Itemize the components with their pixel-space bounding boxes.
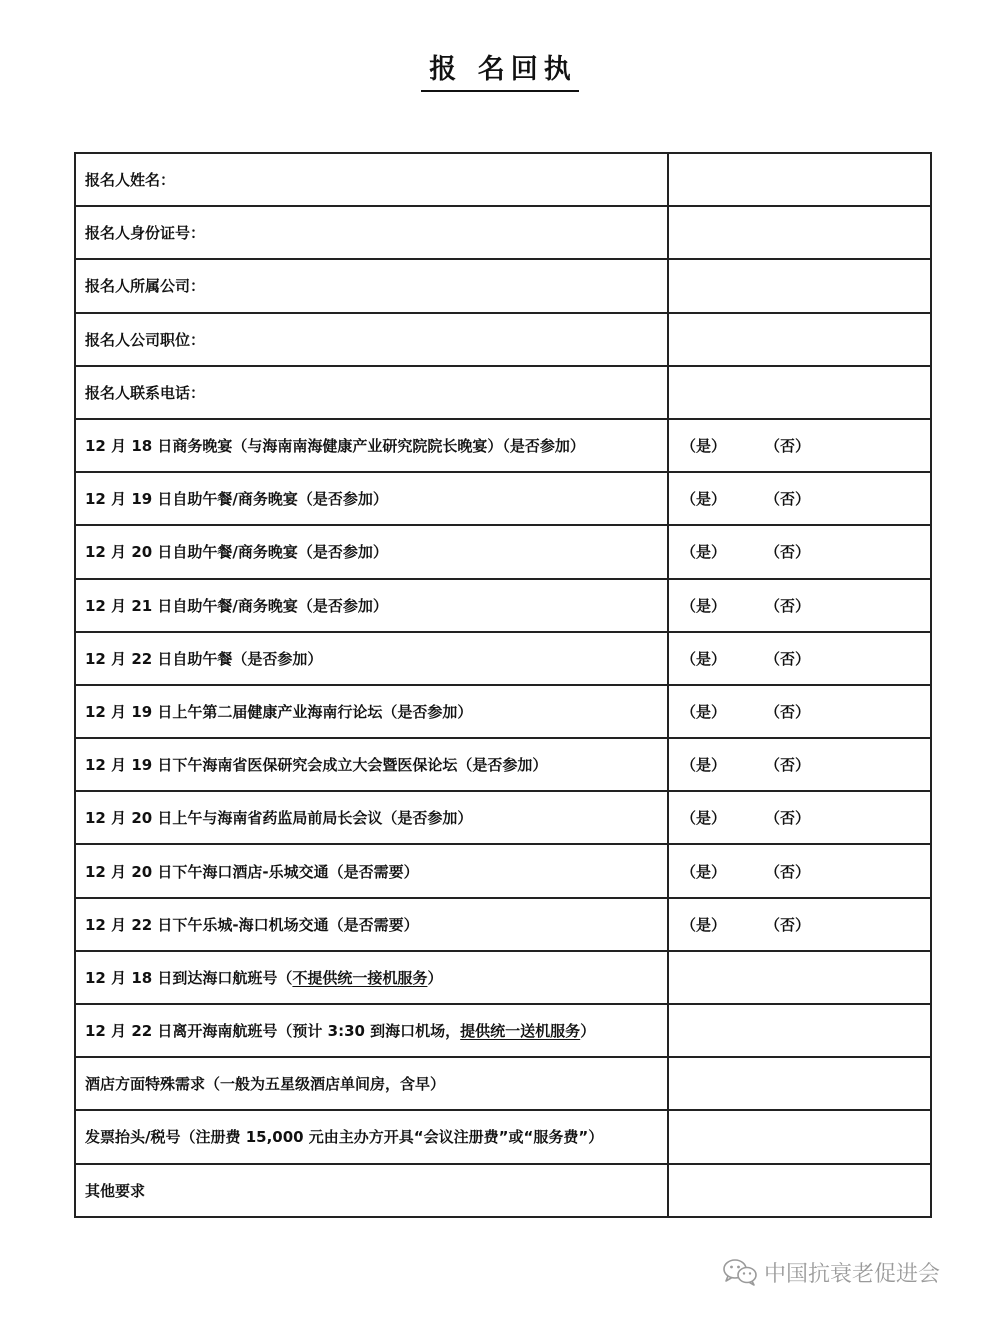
- table-row: [75, 259, 931, 312]
- field-label-name: 报名人姓名：: [75, 153, 668, 206]
- option-yes[interactable]: （是）: [681, 915, 727, 934]
- event-label-dec22-transport: 12 月 22 日下午乐城-海口机场交通（是否需要）: [75, 898, 668, 951]
- field-label-invoice: 发票抬头/税号（注册费 15,000 元由主办方开具“会议注册费”或“服务费”）: [75, 1110, 668, 1163]
- option-yes[interactable]: （是）: [681, 490, 727, 509]
- field-input-hotel-needs[interactable]: [668, 1057, 931, 1110]
- option-no[interactable]: （否）: [765, 809, 811, 828]
- table-row: [75, 685, 931, 738]
- label-underlined-note: 不提供统一接机服务: [292, 968, 428, 987]
- option-yes[interactable]: （是）: [681, 649, 727, 668]
- field-label-departure-flight: [75, 1004, 668, 1057]
- table-row: [75, 472, 931, 525]
- table-row: [75, 206, 931, 259]
- option-no[interactable]: （否）: [765, 702, 811, 721]
- event-choice-dec19-medical-forum: [668, 738, 931, 791]
- event-label-dec19-meals: 12 月 19 日自助午餐/商务晚宴（是否参加）: [75, 472, 668, 525]
- event-choice-dec19-forum: [668, 685, 931, 738]
- table-row: [75, 791, 931, 844]
- option-no[interactable]: （否）: [765, 862, 811, 881]
- option-yes[interactable]: （是）: [681, 862, 727, 881]
- field-input-position[interactable]: [668, 313, 931, 366]
- form-title-text: 报 名回执: [421, 52, 578, 92]
- option-yes[interactable]: （是）: [681, 809, 727, 828]
- event-choice-dec20-meals: [668, 525, 931, 578]
- event-label-dec19-forum: 12 月 19 日上午第二届健康产业海南行论坛（是否参加）: [75, 685, 668, 738]
- option-no[interactable]: （否）: [765, 437, 811, 456]
- event-choice-dec20-meeting: [668, 791, 931, 844]
- event-label-dec18-dinner: 12 月 18 日商务晚宴（与海南南海健康产业研究院院长晚宴）（是否参加）: [75, 419, 668, 472]
- event-label-dec20-meeting: 12 月 20 日上午与海南省药监局前局长会议（是否参加）: [75, 791, 668, 844]
- field-input-departure-flight[interactable]: [668, 1004, 931, 1057]
- event-choice-dec18-dinner: [668, 419, 931, 472]
- form-title: [0, 52, 1000, 92]
- option-no[interactable]: （否）: [765, 543, 811, 562]
- event-choice-dec21-meals: [668, 579, 931, 632]
- field-input-company[interactable]: [668, 259, 931, 312]
- table-row: [75, 313, 931, 366]
- option-yes[interactable]: （是）: [681, 543, 727, 562]
- table-row: [75, 951, 931, 1004]
- field-label-company: 报名人所属公司：: [75, 259, 668, 312]
- table-row: [75, 1110, 931, 1163]
- field-input-name[interactable]: [668, 153, 931, 206]
- field-input-id-number[interactable]: [668, 206, 931, 259]
- table-row: [75, 844, 931, 897]
- option-no[interactable]: （否）: [765, 490, 811, 509]
- table-row: [75, 738, 931, 791]
- option-yes[interactable]: （是）: [681, 702, 727, 721]
- option-no[interactable]: （否）: [765, 915, 811, 934]
- event-label-dec19-medical-forum: 12 月 19 日下午海南省医保研究会成立大会暨医保论坛（是否参加）: [75, 738, 668, 791]
- watermark: [722, 1256, 940, 1288]
- field-label-arrival-flight: [75, 951, 668, 1004]
- table-row: [75, 1004, 931, 1057]
- field-label-phone: 报名人联系电话：: [75, 366, 668, 419]
- event-choice-dec22-lunch: [668, 632, 931, 685]
- wechat-icon: [722, 1258, 758, 1286]
- table-row: [75, 153, 931, 206]
- label-text: ）: [427, 968, 443, 987]
- table-row: [75, 419, 931, 472]
- label-text: 12 月 18 日到达海口航班号（: [85, 968, 293, 987]
- table-row: [75, 1057, 931, 1110]
- option-yes[interactable]: （是）: [681, 756, 727, 775]
- label-underlined-note: 提供统一送机服务: [460, 1022, 581, 1041]
- table-row: [75, 632, 931, 685]
- event-label-dec20-transport: 12 月 20 日下午海口酒店-乐城交通（是否需要）: [75, 844, 668, 897]
- table-row: [75, 579, 931, 632]
- label-text: 12 月 22 日离开海南航班号（预计 3:30 到海口机场，: [85, 1022, 461, 1041]
- table-row: [75, 525, 931, 578]
- field-input-arrival-flight[interactable]: [668, 951, 931, 1004]
- field-label-hotel-needs: 酒店方面特殊需求（一般为五星级酒店单间房，含早）: [75, 1057, 668, 1110]
- event-choice-dec22-transport: [668, 898, 931, 951]
- event-label-dec20-meals: 12 月 20 日自助午餐/商务晚宴（是否参加）: [75, 525, 668, 578]
- label-text: ）: [580, 1022, 596, 1041]
- event-label-dec22-lunch: 12 月 22 日自助午餐（是否参加）: [75, 632, 668, 685]
- field-label-id-number: 报名人身份证号：: [75, 206, 668, 259]
- table-row: [75, 898, 931, 951]
- field-label-position: 报名人公司职位：: [75, 313, 668, 366]
- field-label-other: 其他要求: [75, 1164, 668, 1217]
- watermark-text: 中国抗衰老促进会: [764, 1261, 941, 1287]
- field-input-invoice[interactable]: [668, 1110, 931, 1163]
- event-choice-dec19-meals: [668, 472, 931, 525]
- option-no[interactable]: （否）: [765, 649, 811, 668]
- field-input-phone[interactable]: [668, 366, 931, 419]
- option-no[interactable]: （否）: [765, 756, 811, 775]
- table-row: [75, 1164, 931, 1217]
- field-input-other[interactable]: [668, 1164, 931, 1217]
- event-label-dec21-meals: 12 月 21 日自助午餐/商务晚宴（是否参加）: [75, 579, 668, 632]
- event-choice-dec20-transport: [668, 844, 931, 897]
- option-no[interactable]: （否）: [765, 596, 811, 615]
- registration-form-table: [74, 152, 932, 1218]
- table-row: [75, 366, 931, 419]
- option-yes[interactable]: （是）: [681, 596, 727, 615]
- option-yes[interactable]: （是）: [681, 437, 727, 456]
